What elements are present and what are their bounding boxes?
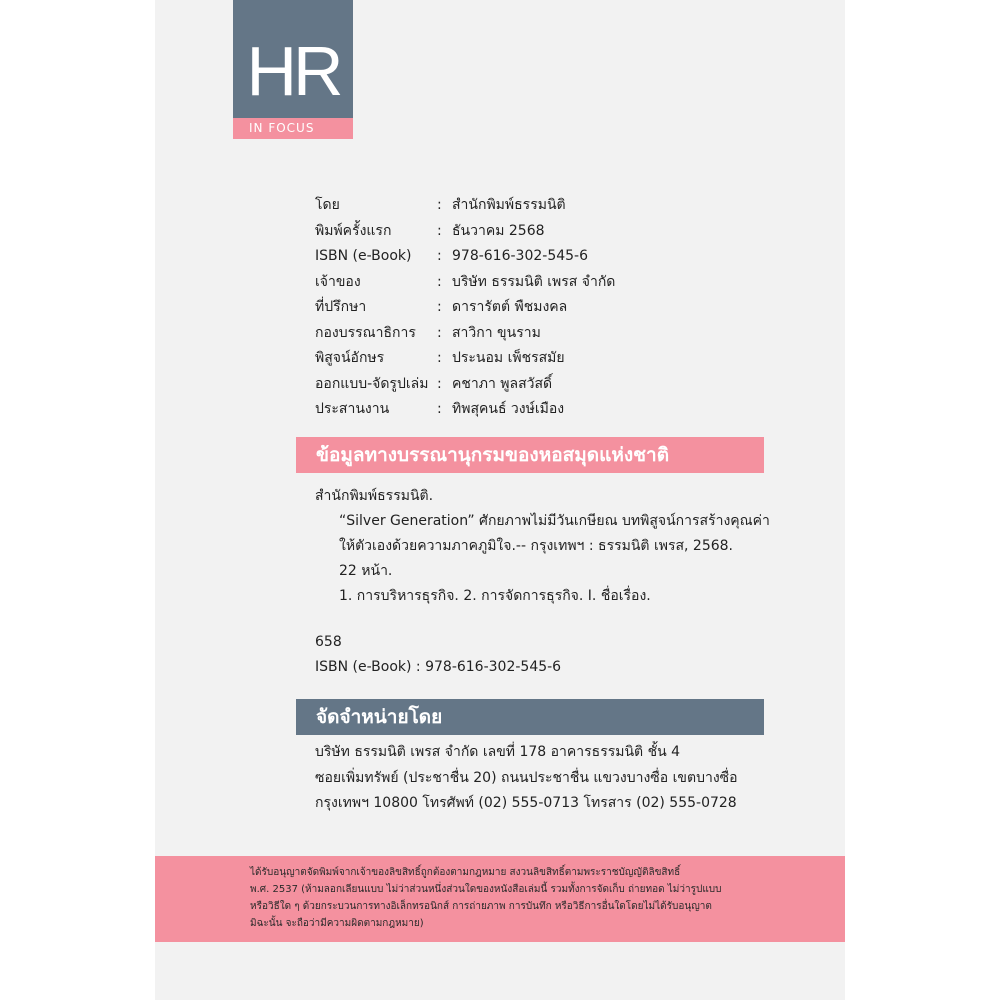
credit-value: ธันวาคม 2568	[452, 222, 545, 239]
credit-colon: :	[437, 248, 442, 264]
class-number: 658	[315, 634, 342, 650]
hr-in-focus-logo	[233, 0, 353, 139]
credit-label: พิมพ์ครั้งแรก	[315, 222, 392, 239]
credit-colon: :	[437, 375, 442, 392]
credit-row	[315, 193, 815, 219]
catalog-heading-banner: ข้อมูลทางบรรณานุกรมของหอสมุดแห่งชาติ	[296, 437, 764, 473]
catalog-publisher: สำนักพิมพ์ธรรมนิติ.	[315, 488, 434, 504]
credit-row	[315, 321, 815, 347]
credits-list	[315, 193, 815, 423]
credit-value: ทิพสุคนธ์ วงษ์เมือง	[452, 401, 565, 417]
credit-value: บริษัท ธรรมนิติ เพรส จำกัด	[452, 273, 616, 290]
credit-label: ประสานงาน	[315, 401, 390, 417]
credit-label: ออกแบบ-จัดรูปเล่ม	[315, 375, 429, 392]
credit-colon: :	[437, 324, 442, 341]
credit-value: ดารารัตต์ พืชมงคล	[452, 299, 568, 315]
copyright-footer	[155, 856, 845, 942]
logo-title: HR	[246, 32, 340, 110]
credit-value: สำนักพิมพ์ธรรมนิติ	[452, 197, 566, 213]
credit-label: โดย	[315, 197, 340, 213]
credit-colon: :	[437, 401, 442, 417]
address-line: ซอยเพิ่มทรัพย์ (ประชาชื่น 20) ถนนประชาชื่น แขวงบางซื่อ เขตบางซื่อ	[315, 769, 738, 786]
distribution-address	[315, 740, 738, 817]
book-page	[155, 0, 845, 1000]
credit-row	[315, 346, 815, 372]
catalog-numbers	[315, 630, 561, 680]
credit-row	[315, 219, 815, 245]
credit-colon: :	[437, 222, 442, 239]
credit-label: ISBN (e-Book)	[315, 248, 412, 264]
credit-value: สาวิกา ขุนราม	[452, 324, 541, 341]
credit-row	[315, 372, 815, 398]
credit-value: 978-616-302-545-6	[452, 248, 589, 264]
catalog-pages: 22 หน้า.	[339, 563, 393, 579]
catalog-isbn: ISBN (e-Book) : 978-616-302-545-6	[315, 659, 562, 675]
credit-label: เจ้าของ	[315, 273, 361, 290]
logo-subtitle: IN FOCUS	[249, 121, 315, 135]
distribution-heading-banner: จัดจำหน่ายโดย	[296, 699, 764, 735]
logo-bottom-band	[233, 118, 353, 139]
credit-colon: :	[437, 197, 442, 213]
catalog-title-line: “Silver Generation” ศักยภาพไม่มีวันเกษียณ บทพิสูจน์การสร้างคุณค่า	[339, 513, 770, 529]
credit-value: คชาภา พูลสวัสดิ์	[452, 375, 553, 392]
copyright-line: ได้รับอนุญาตจัดพิมพ์จากเจ้าของลิขสิทธิ์ถูกต้องตามกฎหมาย สงวนลิขสิทธิ์ตามพระราชบัญญัติลิขสิทธิ์	[250, 867, 681, 878]
copyright-line: พ.ศ. 2537 (ห้ามลอกเลียนแบบ ไม่ว่าส่วนหนึ่งส่วนใดของหนังสือเล่มนี้ รวมทั้งการจัดเก็บ ถ่ายทอด ไม่ว่ารูปแบบ	[250, 884, 722, 895]
credit-row	[315, 270, 815, 296]
address-line: กรุงเทพฯ 10800 โทรศัพท์ (02) 555-0713 โทรสาร (02) 555-0728	[315, 795, 737, 811]
copyright-notice	[250, 864, 810, 932]
credit-colon: :	[437, 299, 442, 315]
logo-top-block	[233, 0, 353, 118]
credit-value: ประนอม เพ็ชรสมัย	[452, 350, 565, 366]
credit-row	[315, 244, 815, 270]
credit-label: พิสูจน์อักษร	[315, 350, 385, 366]
credit-row	[315, 295, 815, 321]
catalog-subjects: 1. การบริหารธุรกิจ. 2. การจัดการธุรกิจ. I. ชื่อเรื่อง.	[339, 588, 651, 604]
credit-colon: :	[437, 350, 442, 366]
catalog-title-line: ให้ตัวเองด้วยความภาคภูมิใจ.-- กรุงเทพฯ : ธรรมนิติ เพรส, 2568.	[339, 538, 734, 554]
credit-colon: :	[437, 273, 442, 290]
credit-label: ที่ปรึกษา	[315, 299, 367, 315]
copyright-line: หรือวิธีใด ๆ ด้วยกระบวนการทางอิเล็กทรอนิกส์ การถ่ายภาพ การบันทึก หรือวิธีการอื่นใดโดยไม่ได้รับอนุญาต	[250, 901, 712, 912]
catalog-entry	[315, 484, 785, 609]
credit-row	[315, 397, 815, 423]
address-line: บริษัท ธรรมนิติ เพรส จำกัด เลขที่ 178 อาคารธรรมนิติ ชั้น 4	[315, 744, 681, 760]
credit-label: กองบรรณาธิการ	[315, 324, 416, 341]
copyright-line: มิฉะนั้น จะถือว่ามีความผิดตามกฎหมาย)	[250, 918, 424, 929]
